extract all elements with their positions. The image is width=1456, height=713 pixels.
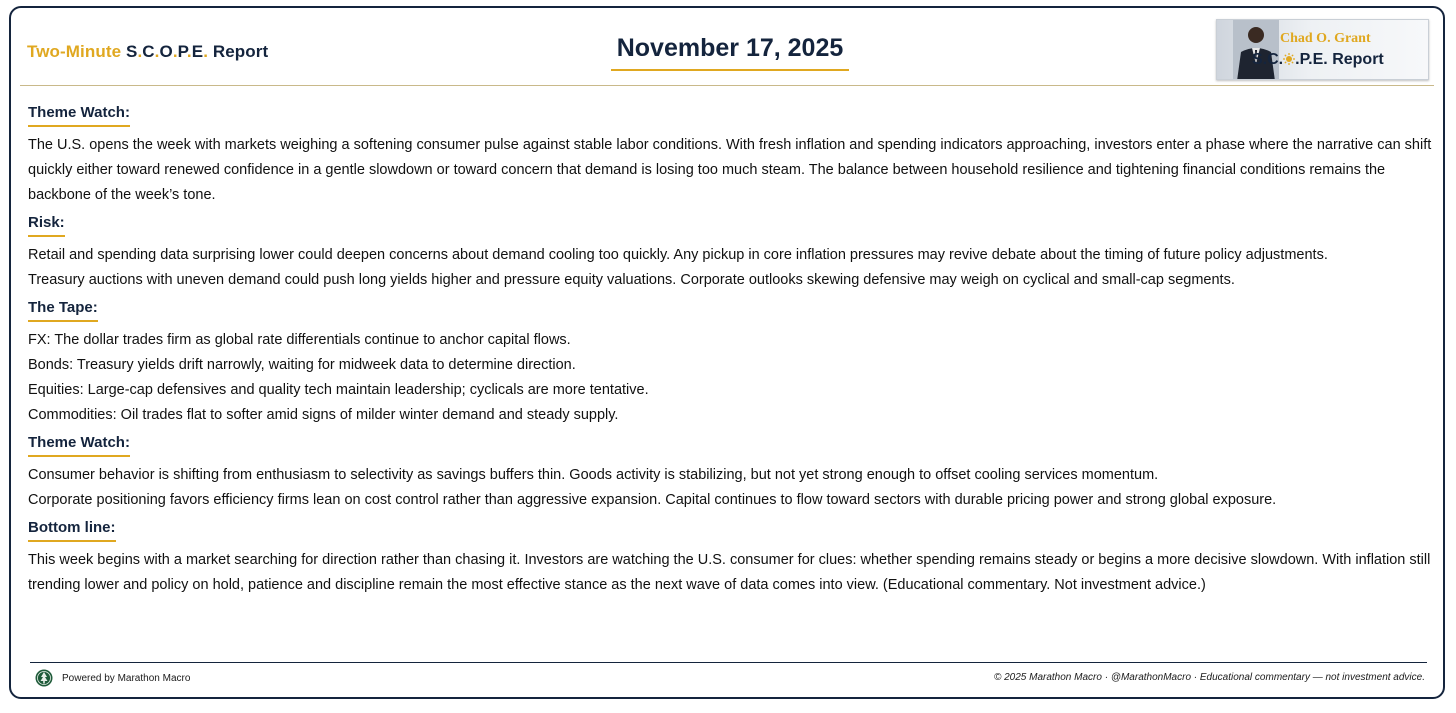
section-theme-watch-2 [28, 434, 1432, 513]
author-photo-icon [1233, 20, 1279, 80]
report-card [9, 6, 1445, 699]
powered-by-text: Powered by Marathon Macro [62, 672, 191, 684]
tape-equities: Equities: Large-cap defensives and quality tech maintain leadership; cyclicals are more tentative. [28, 382, 649, 398]
brand-suffix: Report [212, 42, 269, 61]
paragraph: Consumer behavior is shifting from enthusiasm to selectivity as savings buffers thin. Goods activity is stabilizing, but not yet strong enough to offset cooling services momentum. [28, 467, 1159, 483]
section-text [28, 548, 1432, 598]
report-date: November 17, 2025 [616, 34, 844, 62]
author-logo [1216, 19, 1429, 80]
paragraph: Retail and spending data surprising lower could deepen concerns about demand cooling too quickly. Any pickup in core inflation pressures may revive debate about the timing of future policy adjustments. [28, 247, 1328, 263]
paragraph: The U.S. opens the week with markets weighing a softening consumer pulse against stable labor conditions. With fresh inflation and spending indicators approaching, investors enter a phase where the narrative can shift quickly either toward renewed confidence in a gentle slowdown or toward concern that demand is losing too much steam. The balance between household resilience and tightening financial conditions remains the backbone of the week’s tone. [28, 137, 1432, 203]
footer-powered [35, 669, 190, 687]
report-body [28, 104, 1432, 604]
header-divider [20, 85, 1434, 86]
section-text [28, 463, 1432, 513]
tape-bonds: Bonds: Treasury yields drift narrowly, waiting for midweek data to determine direction. [28, 357, 576, 373]
section-the-tape [28, 299, 1432, 428]
section-heading: Risk: [28, 214, 65, 237]
section-heading: The Tape: [28, 299, 98, 322]
section-heading: Bottom line: [28, 519, 116, 542]
report-date-block [611, 34, 849, 71]
section-heading: Theme Watch: [28, 104, 130, 127]
footer-copyright: © 2025 Marathon Macro · @MarathonMacro · Educational commentary — not investment advice. [993, 672, 1425, 683]
brand-prefix: Two-Minute [27, 42, 122, 61]
brand-scope: S.C.O.P.E. [126, 42, 209, 61]
tape-fx: FX: The dollar trades firm as global rate differentials continue to anchor capital flows. [28, 332, 571, 348]
logo-report-title: S.C. .P.E. Report [1252, 51, 1384, 68]
footer-divider [30, 662, 1427, 663]
section-text [28, 328, 1432, 428]
sun-icon [1283, 53, 1295, 65]
brand-title [27, 42, 268, 62]
section-text [28, 133, 1432, 208]
paragraph: Corporate positioning favors efficiency firms lean on cost control rather than aggressive expansion. Capital continues to flow toward sectors with durable pricing power and strong global exposure. [28, 492, 1277, 508]
section-theme-watch [28, 104, 1432, 208]
paragraph: Treasury auctions with uneven demand could push long yields higher and pressure equity valuations. Corporate outlooks skewing defensive may weigh on cyclical and small-cap segments. [28, 272, 1235, 288]
date-underline [611, 69, 849, 71]
tree-logo-icon [35, 669, 53, 687]
section-risk [28, 214, 1432, 293]
paragraph: This week begins with a market searching for direction rather than chasing it. Investors are watching the U.S. consumer for clues: whether spending remains steady or begins a more decisive slowdown. With inflation still trending lower and policy on hold, patience and discipline remain the most effective stance as the next wave of data comes into view. (Educational commentary. Not investment advice.) [28, 552, 1431, 593]
section-heading: Theme Watch: [28, 434, 130, 457]
logo-author-name: Chad O. Grant [1280, 31, 1371, 46]
report-header [11, 8, 1443, 88]
section-bottom-line [28, 519, 1432, 598]
tape-commodities: Commodities: Oil trades flat to softer amid signs of milder winter demand and steady supply. [28, 407, 619, 423]
section-text [28, 243, 1432, 293]
